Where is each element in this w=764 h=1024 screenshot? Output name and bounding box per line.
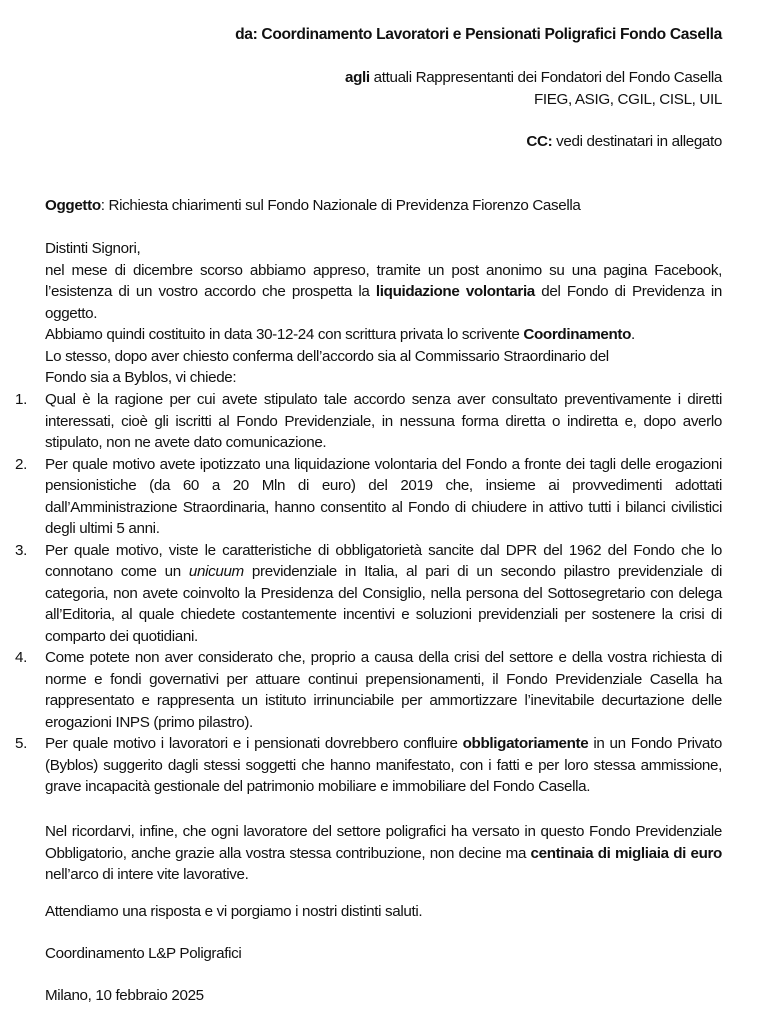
question-bold: obbligatoriamente	[462, 735, 589, 752]
closing-text-a: Nel ricordarvi, infine, che ogni lavoratore del settore poligrafici ha versato in questo Fondo Previdenziale Obbligatorio, anche grazie alla vostra stessa contribuzione, non decine ma	[45, 823, 722, 862]
intro-p2-text-b: .	[631, 326, 635, 343]
intro-p1-text-b: del Fondo di Previdenza in oggetto.	[45, 283, 723, 322]
regards-line: Attendiamo una risposta e vi porgiamo i nostri distinti saluti.	[45, 903, 423, 920]
recipient-text: attuali Rappresentanti dei Fondatori del Fondo Casella	[369, 69, 722, 86]
cc-text: vedi destinatari in allegato	[552, 133, 722, 150]
closing-text-b: nell’arco di intere vite lavorative.	[45, 866, 249, 883]
place-date: Milano, 10 febbraio 2025	[45, 987, 204, 1004]
subject-line	[45, 195, 581, 217]
signature: Coordinamento L&P Poligrafici	[45, 945, 242, 962]
question-text: Qual è la ragione per cui avete stipulato tale accordo senza aver consultato preventivamente i diretti interessati, cioè gli iscritti al Fondo Previdenziale, in nessuna forma diretta o indiretta e, dopo averlo stipulato, non ne avete dato comunicazione.	[45, 391, 722, 451]
recipient-prefix: agli	[345, 69, 370, 86]
intro-p1-bold: liquidazione volontaria	[375, 283, 535, 300]
intro-paragraph-3	[45, 346, 722, 389]
question-number: 3.	[15, 541, 27, 559]
question-item	[0, 647, 722, 733]
intro-p1-text-a: nel mese di dicembre scorso abbiamo appreso, tramite un post anonimo su una pagina Facebook, l’esistenza di un vostro accordo che prospetta la	[45, 261, 722, 300]
intro-p3-line-2: Fondo sia a Byblos, vi chiede:	[45, 369, 237, 386]
recipient-organizations: FIEG, ASIG, CGIL, CISL, UIL	[533, 91, 722, 108]
sender-line: da: Coordinamento Lavoratori e Pensionati Poligrafici Fondo Casella	[235, 26, 722, 43]
question-text-a: Per quale motivo, viste le caratteristiche di obbligatorietà sancite dal DPR del 1962 del Fondo che lo connotano come un	[45, 541, 722, 580]
question-number: 5.	[15, 735, 27, 752]
question-number: 4.	[15, 649, 27, 666]
intro-paragraph-2	[45, 324, 722, 346]
intro-p2-bold: Coordinamento	[523, 326, 632, 343]
cc-line	[526, 131, 722, 153]
question-text-b: in un Fondo Privato (Byblos) suggerito dagli stessi soggetti che hanno manifestato, con i fatti e per loro stessa ammissione, grave incapacità gestionale del patrimonio mobiliare e immobiliare del Fondo Casella.	[45, 735, 722, 795]
question-item	[0, 540, 722, 648]
question-text: Come potete non aver considerato che, proprio a causa della crisi del settore e della vostra richiesta di norme e fondi governativi per attuare continui prepensionamenti, il Fondo Previdenziale Casella ha rappresentato e rappresenta un istituto irrinunciabile per ammortizzare l’inevitabile decurtazione delle erogazioni INPS (primo pilastro).	[45, 649, 722, 731]
intro-paragraph-1	[45, 260, 722, 325]
question-italic: unicuum	[188, 563, 244, 580]
question-text: Per quale motivo avete ipotizzato una liquidazione volontaria del Fondo a fronte dei tagli delle erogazioni pensionistiche (da 60 a 20 Mln di euro) del 2019 che, insieme ai provvedimenti adottati dall’Amministrazione Straordinaria, hanno consentito al Fondo di chiudere in attivo tutti i bilanci civilistici degli ultimi 5 anni.	[45, 455, 722, 537]
greeting: Distinti Signori,	[45, 240, 141, 257]
closing-paragraph	[45, 821, 722, 886]
question-number: 2.	[15, 455, 27, 473]
question-item	[0, 454, 722, 540]
intro-p2-text-a: Abbiamo quindi costituito in data 30-12-24 con scrittura privata lo scrivente	[45, 326, 524, 343]
closing-bold: centinaia di migliaia di euro	[530, 844, 722, 862]
question-text-b: previdenziale in Italia, al pari di un secondo pilastro previdenziale di categoria, non avete coinvolto la Presidenza del Consiglio, nella persona del Sottosegretario con delega all’Editoria, al quale chiedete costantemente incentivi e soluzioni previdenziali per sostenere la crisi di comparto dei quotidiani.	[45, 563, 722, 645]
questions-list	[0, 389, 722, 798]
question-item	[0, 389, 722, 454]
cc-label: CC:	[526, 133, 553, 150]
intro-p3-line-1: Lo stesso, dopo aver chiesto conferma dell’accordo sia al Commissario Straordinario del	[45, 347, 609, 365]
recipient-block	[345, 67, 722, 111]
question-number: 1.	[15, 391, 27, 408]
letter-intro	[45, 238, 722, 389]
subject-text: : Richiesta chiarimenti sul Fondo Nazionale di Previdenza Fiorenzo Casella	[100, 197, 581, 214]
question-text-a: Per quale motivo i lavoratori e i pensionati dovrebbero confluire	[45, 735, 463, 752]
question-item	[0, 733, 722, 798]
subject-label: Oggetto	[45, 197, 101, 214]
